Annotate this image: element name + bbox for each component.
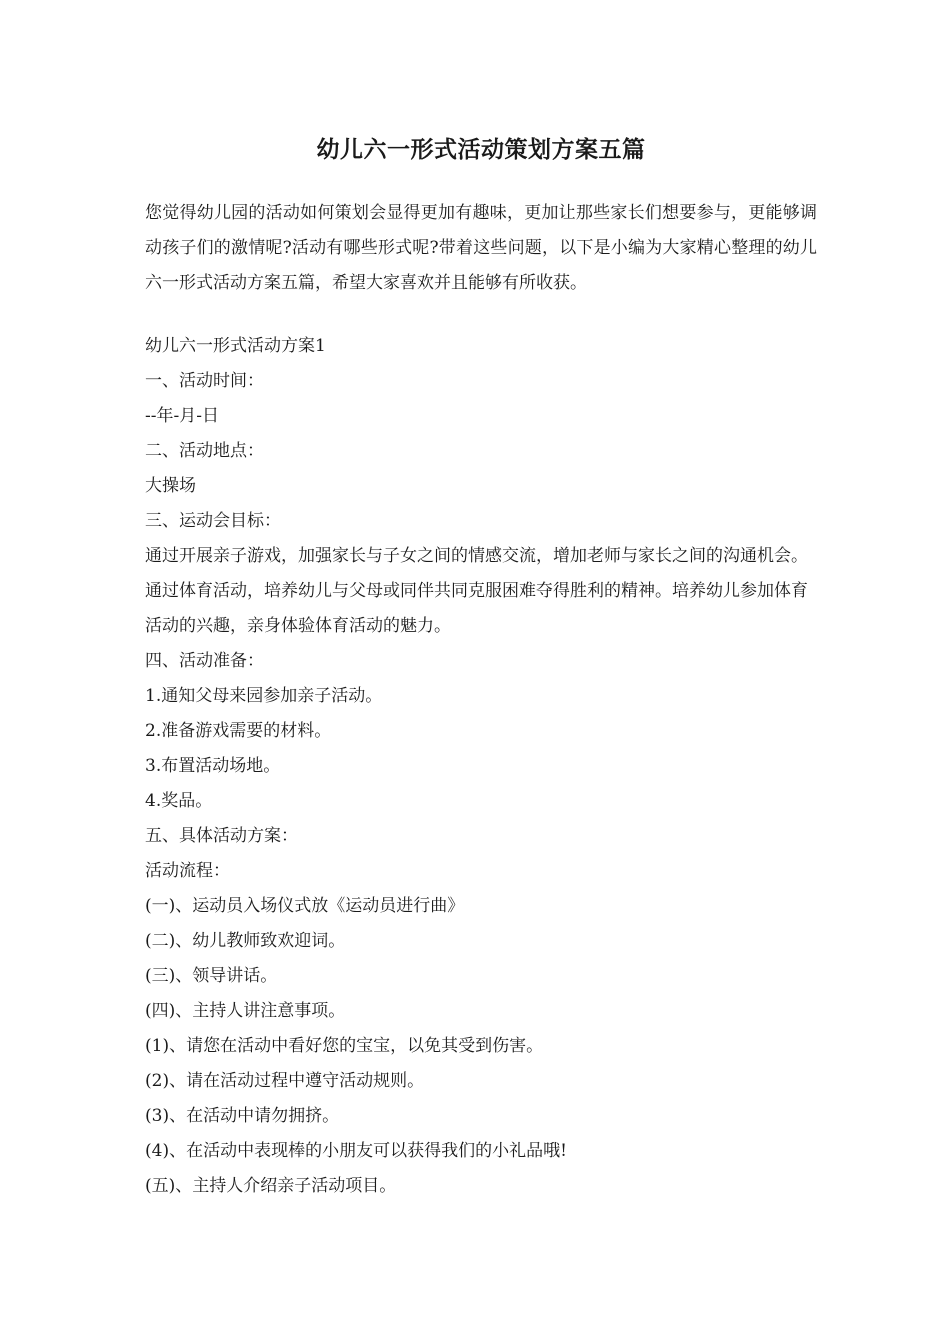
item-text: 大操场 xyxy=(145,476,196,496)
list-item: 2.准备游戏需要的材料。 xyxy=(145,721,332,741)
list-item: (三)、领导讲话。 xyxy=(145,966,278,986)
list-item: 3.布置活动场地。 xyxy=(145,756,281,776)
list-item: 4.奖品。 xyxy=(145,791,213,811)
document-page xyxy=(145,128,817,1204)
list-item: (五)、主持人介绍亲子活动项目。 xyxy=(145,1176,397,1196)
item-text: 活动流程： xyxy=(145,861,230,881)
section-heading: 幼儿六一形式活动方案1 xyxy=(145,336,326,356)
list-item: (二)、幼儿教师致欢迎词。 xyxy=(145,931,346,951)
list-item: (2)、请在活动过程中遵守活动规则。 xyxy=(145,1071,425,1091)
item-text: --年-月-日 xyxy=(145,406,219,426)
item-heading: 二、活动地点： xyxy=(145,441,264,461)
list-item: 1.通知父母来园参加亲子活动。 xyxy=(145,686,383,706)
document-title: 幼儿六一形式活动策划方案五篇 xyxy=(316,136,646,163)
list-item: (1)、请您在活动中看好您的宝宝，以免其受到伤害。 xyxy=(145,1036,544,1056)
item-heading: 一、活动时间： xyxy=(145,371,264,391)
item-heading: 五、具体活动方案： xyxy=(145,826,298,846)
body-lines xyxy=(145,329,817,1204)
item-paragraph: 通过开展亲子游戏，加强家长与子女之间的情感交流，增加老师与家长之间的沟通机会。通过体育活动，培养幼儿与父母或同伴共同克服困难夺得胜利的精神。培养幼儿参加体育活动的兴趣，亲身体验体育活动的魅力。 xyxy=(145,546,808,636)
list-item: (4)、在活动中表现棒的小朋友可以获得我们的小礼品哦! xyxy=(145,1141,567,1161)
list-item: (一)、运动员入场仪式放《运动员进行曲》 xyxy=(145,896,465,916)
item-heading: 四、活动准备： xyxy=(145,651,264,671)
item-heading: 三、运动会目标： xyxy=(145,511,281,531)
list-item: (四)、主持人讲注意事项。 xyxy=(145,1001,346,1021)
list-item: (3)、在活动中请勿拥挤。 xyxy=(145,1106,340,1126)
intro-paragraph: 您觉得幼儿园的活动如何策划会显得更加有趣味，更加让那些家长们想要参与，更能够调动孩子们的激情呢?活动有哪些形式呢?带着这些问题，以下是小编为大家精心整理的幼儿六一形式活动方案五篇，希望大家喜欢并且能够有所收获。 xyxy=(145,203,817,293)
